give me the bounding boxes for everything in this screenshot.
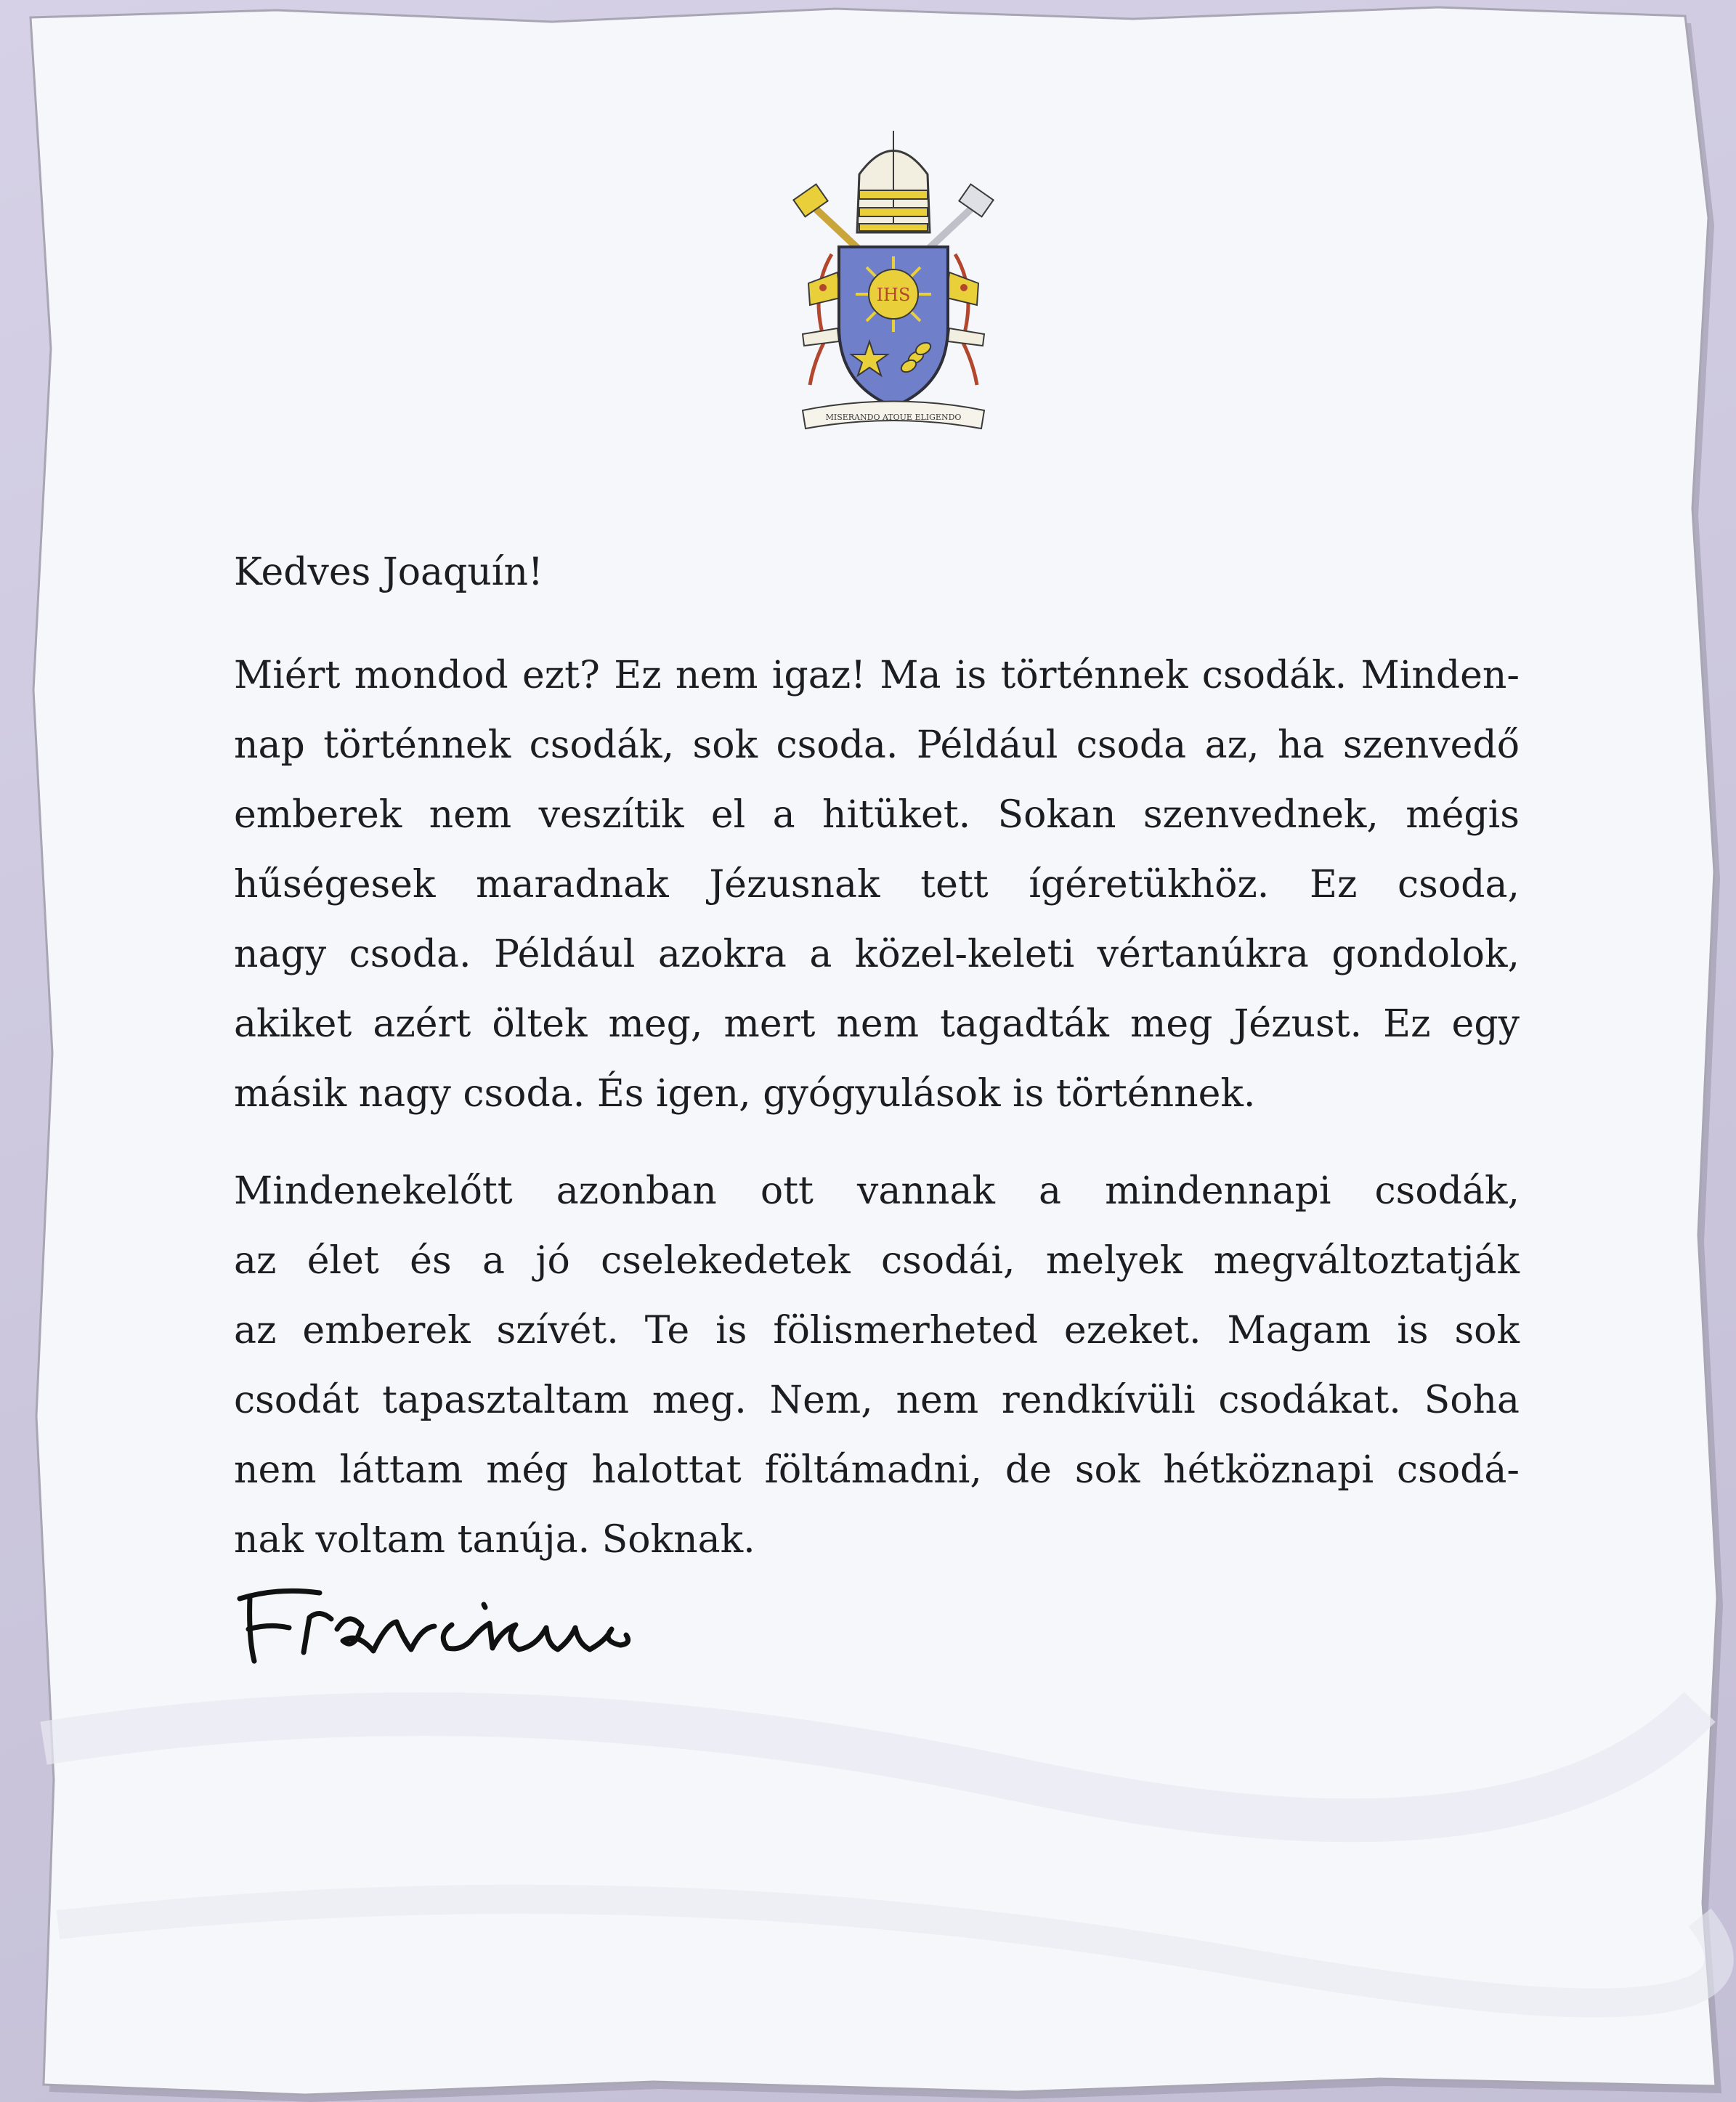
paragraph-line: nap történnek csodák, sok csoda. Például csoda az, ha szenvedő (234, 723, 1520, 767)
paragraph-line: csodát tapasztaltam meg. Nem, nem rendkívüli csodákat. Soha (234, 1379, 1520, 1422)
paragraph-line: az emberek szívét. Te is fölismerheted ezeket. Magam is sok (234, 1309, 1520, 1352)
handwritten-signature (234, 1565, 699, 1681)
paragraph-line: hűségesek maradnak Jézusnak tett ígéretükhöz. Ez csoda, (234, 863, 1520, 906)
paragraph-line: emberek nem veszítik el a hitüket. Sokan szenvednek, mégis (234, 793, 1520, 837)
salutation: Kedves Joaquín! (234, 551, 543, 594)
papal-coat-of-arms-icon (781, 123, 1006, 443)
paragraph-line: akiket azért öltek meg, mert nem tagadták meg Jézust. Ez egy (234, 1002, 1520, 1046)
paragraph-1 (234, 641, 1520, 1129)
paragraph-line: nak voltam tanúja. Soknak. (234, 1518, 755, 1562)
paragraph-line: Miért mondod ezt? Ez nem igaz! Ma is történnek csodák. Minden- (234, 654, 1520, 697)
crest-emblem-text: IHS (876, 285, 911, 305)
paragraph-line: nagy csoda. Például azokra a közel-keleti vértanúkra gondolok, (234, 933, 1520, 976)
paragraph-2 (234, 1156, 1520, 1575)
paragraph-line: az élet és a jó cselekedetek csodái, melyek megváltoztatják (234, 1239, 1520, 1283)
paragraph-line: Mindenekelőtt azonban ott vannak a mindennapi csodák, (234, 1169, 1520, 1213)
paragraph-line: nem láttam még halottat föltámadni, de sok hétköznapi csodá- (234, 1448, 1520, 1492)
paragraph-line: másik nagy csoda. És igen, gyógyulások is történnek. (234, 1072, 1256, 1116)
crest-motto: MISERANDO ATQUE ELIGENDO (825, 413, 962, 422)
letter-body (234, 537, 1520, 1602)
